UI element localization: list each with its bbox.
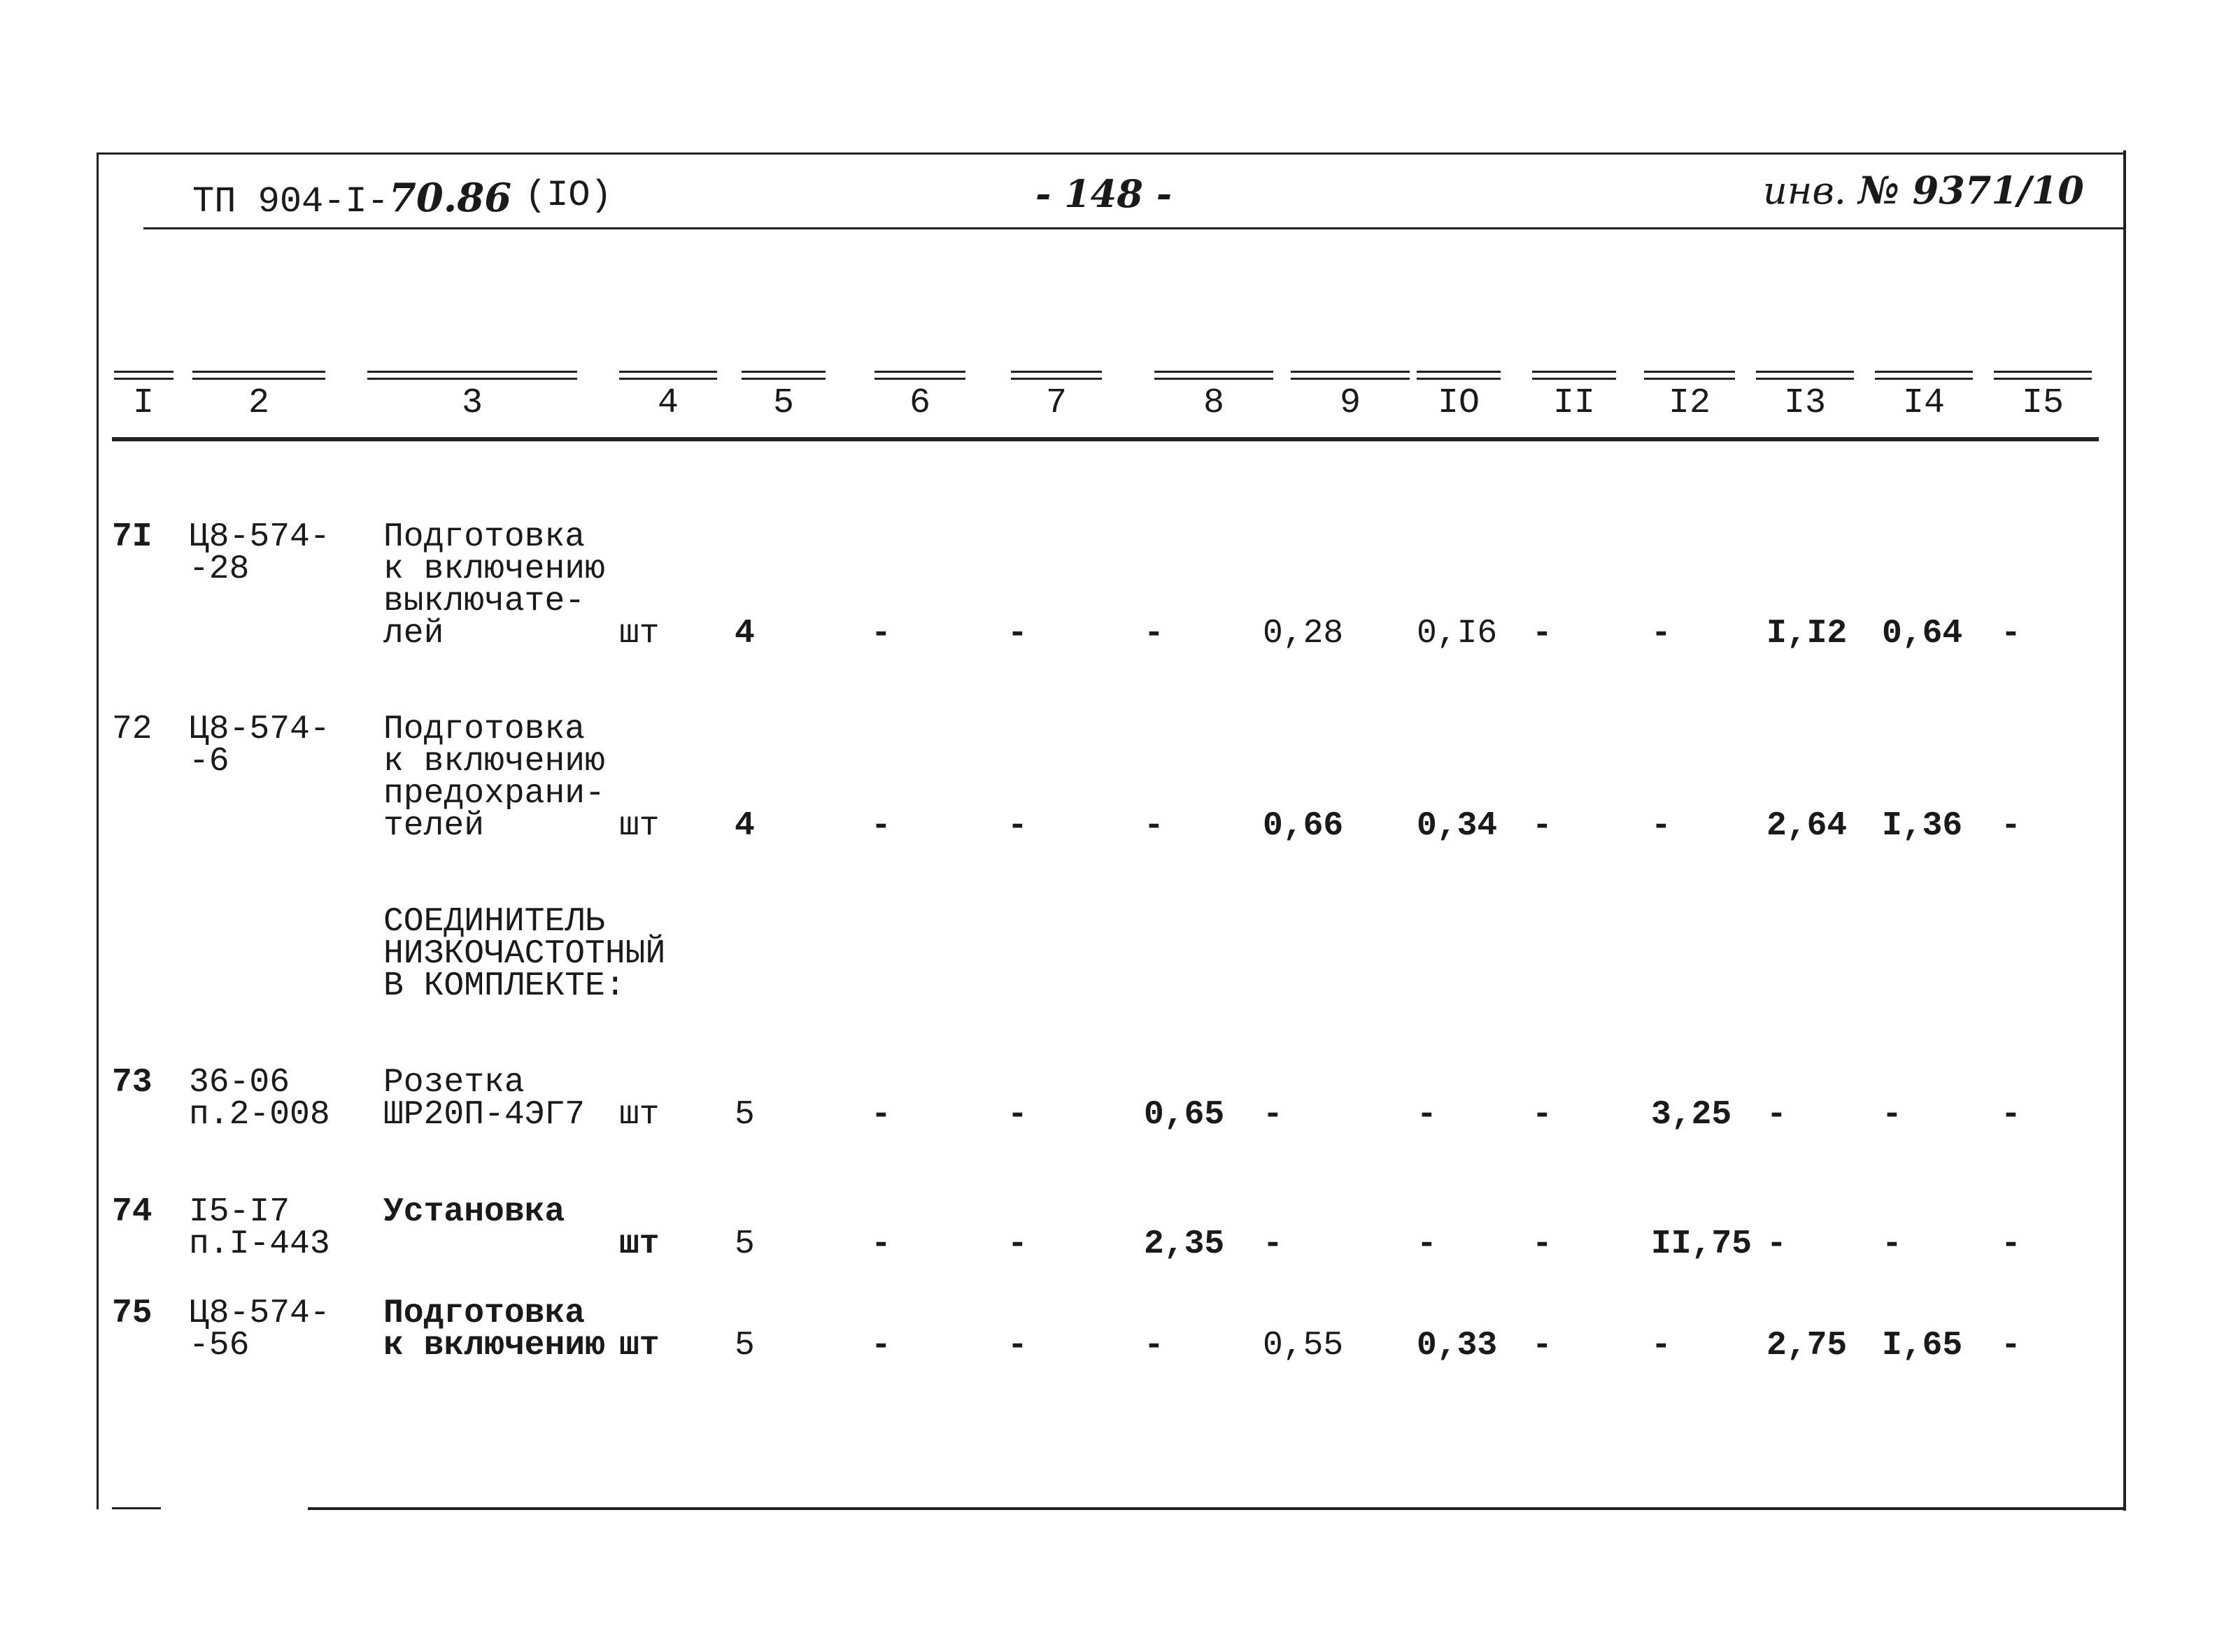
row-value-c5: 5 [735,1096,755,1134]
row-value-c7: - [1007,615,1028,653]
row-value-c5: 4 [735,807,755,845]
row-value-c11: - [1532,807,1552,845]
row-value-c15: - [2001,1096,2021,1134]
row-name-line: Подготовка [383,1295,586,1332]
row-value-c14: I,65 [1882,1327,1963,1365]
column-header-number: I [132,383,154,423]
column-header-rule [192,371,325,380]
frame-left-line [97,152,99,1509]
row-value-c13: 2,64 [1766,807,1848,845]
document-code [192,175,511,222]
row-value-c14: I,36 [1882,807,1963,845]
column-header-rule [1417,371,1501,380]
column-header-number: 7 [1045,383,1067,423]
row-value-c10: 0,34 [1417,807,1498,845]
row-value-c9: - [1263,1225,1283,1263]
column-header-number: II [1552,383,1595,423]
column-header-number: 8 [1203,383,1224,423]
column-header-number: 4 [657,383,679,423]
frame-right-line [2123,150,2126,1511]
column-header-rule [1994,371,2092,380]
row-value-c14: - [1882,1225,1902,1263]
column-header-number: 6 [909,383,930,423]
row-value-c7: - [1007,1225,1028,1263]
column-header-number: 5 [772,383,794,423]
doc-code-typed: ТП 904-I- [192,181,389,222]
row-code-line: п.I-443 [189,1225,330,1263]
row-value-c11: - [1532,1327,1552,1365]
row-value-c10: - [1417,1096,1437,1134]
column-header-number: I2 [1668,383,1711,423]
row-value-c14: - [1882,1096,1902,1134]
row-code-line: Ц8-574- [189,711,330,748]
row-value-c8: 2,35 [1144,1225,1225,1263]
row-name-line: Подготовка [383,711,586,748]
row-value-c13: I,I2 [1766,615,1848,653]
row-name-line: к включению [383,743,605,781]
row-value-c15: - [2001,1327,2021,1365]
volume-number: (IO) [525,175,612,216]
column-header-number: IO [1437,383,1480,423]
inventory-number [1763,168,2084,213]
row-code-line: -28 [189,550,250,588]
row-unit: шт [619,1096,660,1134]
row-value-c8: - [1144,615,1164,653]
row-value-c6: - [871,1327,891,1365]
row-number: 7I [112,518,153,556]
row-value-c6: - [871,1096,891,1134]
row-value-c15: - [2001,615,2021,653]
column-header-rule [874,371,965,380]
column-header-rule [1011,371,1102,380]
frame-bottom-line [308,1507,2123,1510]
column-header-number: I3 [1783,383,1826,423]
row-value-c10: - [1417,1225,1437,1263]
row-value-c12: - [1651,1327,1671,1365]
column-header-number: I5 [2021,383,2064,423]
column-header-rule [1532,371,1616,380]
section-heading-line: СОЕДИНИТЕЛЬ [383,903,605,941]
row-code-line: Ц8-574- [189,518,330,556]
row-value-c15: - [2001,1225,2021,1263]
column-header-rule [367,371,577,380]
row-value-c12: 3,25 [1651,1096,1732,1134]
row-number: 74 [112,1193,153,1231]
row-unit: шт [619,1225,660,1263]
row-value-c7: - [1007,1096,1028,1134]
row-value-c9: 0,66 [1263,807,1344,845]
column-header-rule [1644,371,1735,380]
row-number: 75 [112,1295,153,1332]
row-name-line: Подготовка [383,518,586,556]
row-name-line: выключате- [383,583,586,620]
row-code-line: п.2-008 [189,1096,330,1134]
doc-code-handwritten: 70.86 [388,175,512,221]
column-header-number: I4 [1902,383,1945,423]
column-header-number: 2 [248,383,269,423]
row-name-line: лей [383,615,444,653]
row-value-c11: - [1532,615,1552,653]
row-value-c10: 0,I6 [1417,615,1498,653]
column-header-rule [1756,371,1854,380]
row-value-c13: - [1766,1096,1787,1134]
row-value-c6: - [871,1225,891,1263]
section-heading-line: НИЗКОЧАСТОТНЫЙ [383,935,666,973]
row-value-c10: 0,33 [1417,1327,1498,1365]
row-value-c9: 0,28 [1263,615,1344,653]
row-value-c13: - [1766,1225,1787,1263]
row-value-c11: - [1532,1225,1552,1263]
row-number: 73 [112,1064,153,1102]
inventory-value: № 9371/10 [1858,168,2084,213]
row-value-c5: 5 [735,1225,755,1263]
row-value-c7: - [1007,807,1028,845]
row-number: 72 [112,711,153,748]
row-value-c8: - [1144,1327,1164,1365]
header-underline [143,227,2123,229]
frame-top-line [97,152,2125,155]
row-name-line: Установка [383,1193,565,1231]
column-header-rule [742,371,826,380]
row-value-c7: - [1007,1327,1028,1365]
row-code-line: I5-I7 [189,1193,290,1231]
row-name-line: Розетка [383,1064,525,1102]
row-name-line: к включению [383,550,605,588]
row-unit: шт [619,615,660,653]
column-header-rule [1154,371,1273,380]
row-value-c11: - [1532,1096,1552,1134]
row-name-line: предохрани- [383,775,605,813]
row-value-c12: - [1651,807,1671,845]
column-header-rule [1291,371,1410,380]
row-name-line: ШР20П-4ЭГ7 [383,1096,586,1134]
row-value-c8: 0,65 [1144,1096,1225,1134]
row-name-line: телей [383,807,485,845]
row-code-line: Ц8-574- [189,1295,330,1332]
column-header-number: 9 [1339,383,1361,423]
section-heading-line: В КОМПЛЕКТЕ: [383,967,625,1005]
row-value-c5: 4 [735,615,755,653]
row-code-line: -6 [189,743,229,781]
row-value-c8: - [1144,807,1164,845]
row-value-c12: - [1651,615,1671,653]
table-header-rule [112,437,2099,441]
column-header-rule [1875,371,1973,380]
row-name-line: к включению [383,1327,605,1365]
row-value-c9: - [1263,1096,1283,1134]
row-code-line: -56 [189,1327,250,1365]
row-unit: шт [619,807,660,845]
row-value-c13: 2,75 [1766,1327,1848,1365]
row-value-c12: II,75 [1651,1225,1752,1263]
row-value-c15: - [2001,807,2021,845]
row-value-c14: 0,64 [1882,615,1963,653]
row-unit: шт [619,1327,660,1365]
row-value-c6: - [871,807,891,845]
inventory-label: инв. [1763,169,1846,213]
frame-bottom-tick [112,1507,161,1509]
row-value-c6: - [871,615,891,653]
column-header-rule [619,371,717,380]
row-value-c5: 5 [735,1327,755,1365]
row-code-line: 36-06 [189,1064,290,1102]
column-header-rule [114,371,173,380]
page-number: - 148 - [1035,171,1173,216]
row-value-c9: 0,55 [1263,1327,1344,1365]
column-header-number: 3 [461,383,483,423]
